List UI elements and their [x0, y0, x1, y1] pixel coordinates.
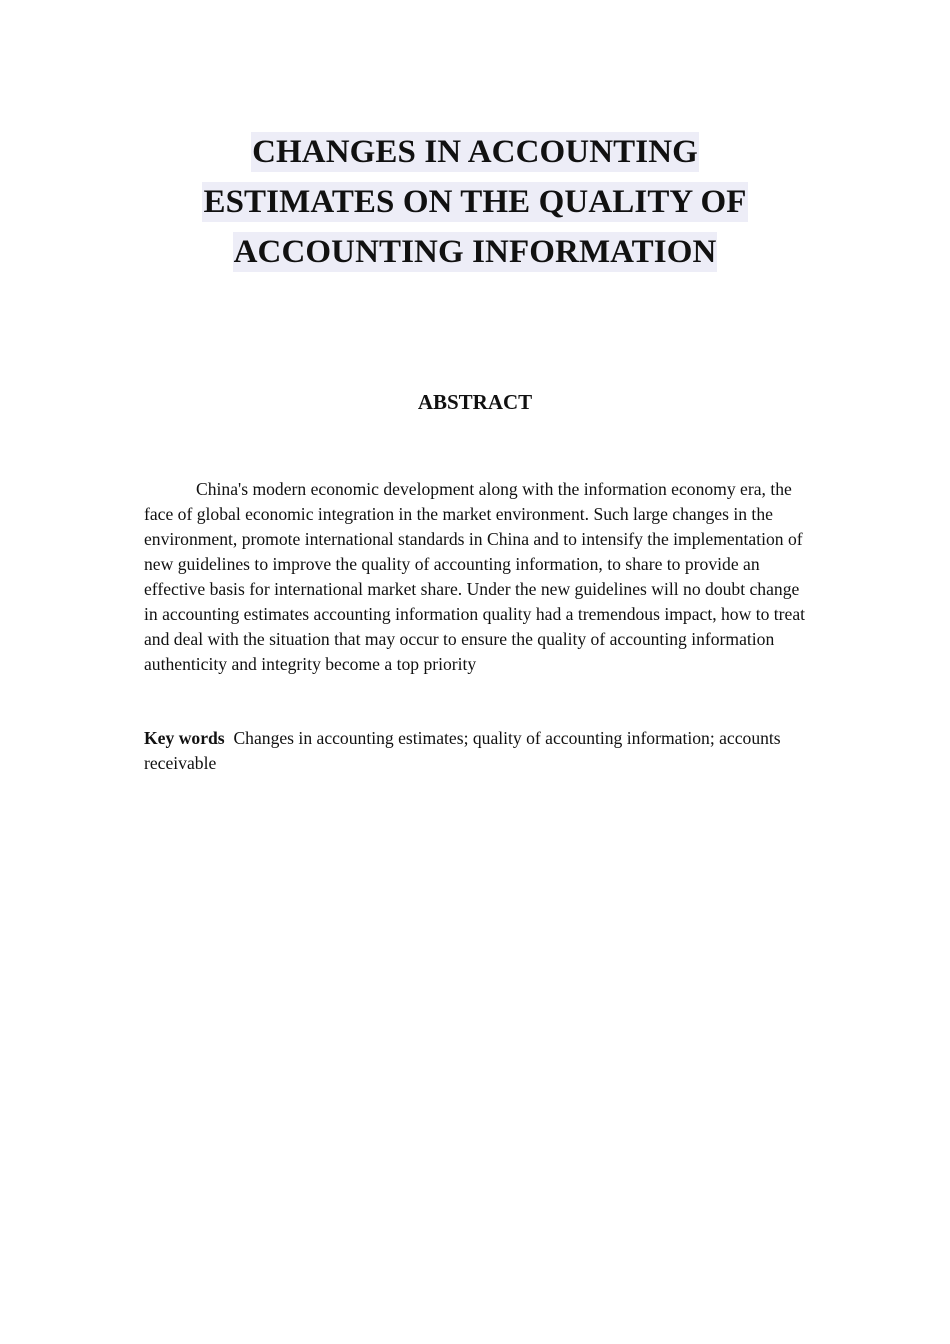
keywords-label: Key words	[144, 728, 225, 748]
keywords-text: Changes in accounting estimates; quality of accounting information; accounts receivable	[144, 728, 781, 773]
title-line-text: ACCOUNTING INFORMATION	[233, 234, 717, 271]
document-title	[0, 127, 950, 277]
title-line	[0, 127, 950, 177]
keywords-paragraph	[144, 726, 808, 776]
title-line	[0, 177, 950, 227]
abstract-heading: ABSTRACT	[417, 390, 533, 414]
title-line	[0, 227, 950, 277]
title-line-text: CHANGES IN ACCOUNTING	[252, 134, 698, 171]
abstract-paragraph: China's modern economic development along with the information economy era, the face of global economic integration in the market environment. Such large changes in the environment, promote international standards in China and to intensify the implementation of new guidelines to improve the quality of accounting information, to share to provide an effective basis for international market share. Under the new guidelines will no doubt change in accounting estimates accounting information quality had a tremendous impact, how to treat and deal with the situation that may occur to ensure the quality of accounting information authenticity and integrity become a top priority	[144, 479, 806, 674]
title-line-text: ESTIMATES ON THE QUALITY OF	[203, 184, 747, 221]
